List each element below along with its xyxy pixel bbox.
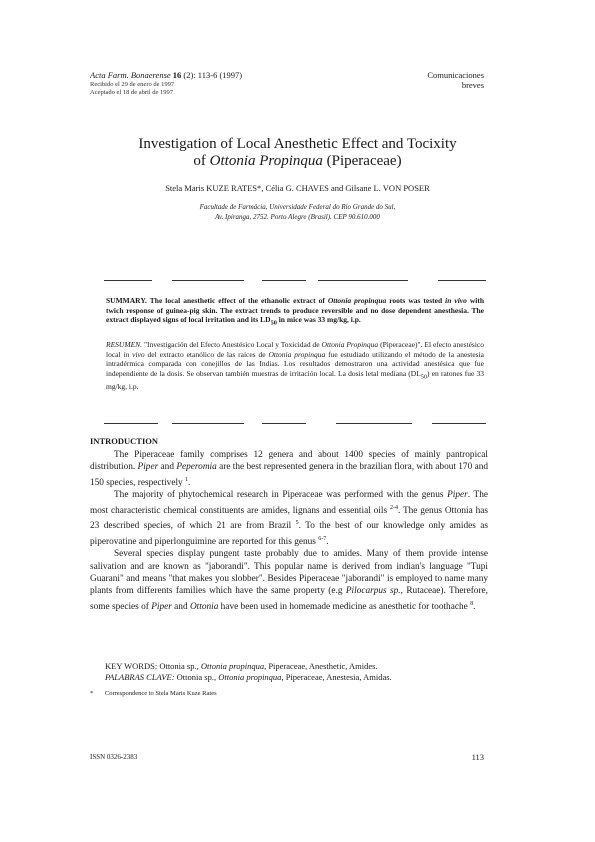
separator-rule <box>318 280 408 281</box>
summary-text: in mice was 33 mg/kg, i.p. <box>276 315 361 325</box>
introduction-body <box>90 449 488 613</box>
keywords-species: Ottonia propinqua <box>200 661 265 671</box>
genus-name: Peperomia <box>176 462 217 473</box>
summary-text: with twich response of guinea-pig skin. The extract trends to produce reversible and no dose dependent anesthesia. The extract displayed signs of local irritation and its LD <box>106 296 485 325</box>
citation-ref: 8 <box>470 600 474 607</box>
summary-label: SUMMARY. <box>106 296 147 305</box>
citation-ref: 1 <box>185 476 189 483</box>
summary-in-vivo: in vivo <box>445 296 467 305</box>
resumen-subscript: 50 <box>420 373 428 381</box>
intro-paragraph-2 <box>90 489 488 548</box>
title-line-2 <box>0 153 595 170</box>
resumen-text: fue estudiado utilizando el método de la anestesia intradérmica comparada con conejillos de las Indias. Los resultados demostraron una actividad anestésica que fue independiente de la dosis. Se observan también muestras de irritación local. La dosis letal mediana (DL <box>106 349 484 378</box>
citation-ref: 6-7 <box>318 535 327 542</box>
para-text: The Piperaceae family comprises 12 genera and about 1400 species of mainly pantropical distribution. <box>90 450 488 473</box>
para-text: . <box>473 601 476 612</box>
para-text: . To the best of our knowledge only amides as piperovatine and piperlonguimine are reported for this genus <box>90 521 488 547</box>
affiliation-line-1: Facultade de Farmácia, Universidade Federal do Rio Grande do Sul, <box>199 203 396 211</box>
genus-name: Piper <box>151 601 172 612</box>
journal-name: Acta Farm. Bonaerense <box>90 70 171 80</box>
resumen-text: "Investigación del Efecto Anestésico Local y Toxicidad de <box>142 340 322 349</box>
resumen-text: del extracto etanólico de las raíces de <box>144 349 269 359</box>
keywords-text: Ottonia sp., <box>157 661 201 671</box>
resumen-species: Ottonia propinqua <box>268 349 326 359</box>
footnote-mark: * <box>90 690 94 697</box>
journal-issue-pages: (2): 113-6 (1997) <box>183 70 243 80</box>
separator-rule <box>262 280 306 281</box>
summary-paragraph <box>106 296 484 328</box>
para-text: . <box>188 477 191 488</box>
palabras-text: , Piperaceae, Anestesia, Amidas. <box>281 672 392 682</box>
accepted-date: Aceptado el 18 de abril de 1997 <box>90 89 174 96</box>
palabras-label: PALABRAS CLAVE: <box>105 672 175 682</box>
footnote <box>90 690 217 697</box>
separator-rule <box>432 423 486 424</box>
resumen-text: (Piperaceae)". El efecto anestésico local <box>106 340 484 359</box>
separator-rule <box>336 423 412 424</box>
resumen-in-vivo: in vivo <box>123 349 145 359</box>
para-text: have been used in homemade medicine as anesthetic for toothache <box>218 601 471 612</box>
separator-rule <box>104 280 152 281</box>
genus-name: Pilocarpus sp. <box>345 586 401 597</box>
separator-rule <box>172 280 244 281</box>
summary-species: Ottonia propinqua <box>327 296 387 305</box>
summary-text: roots was tested <box>386 296 446 305</box>
citation-ref: 2-4 <box>389 504 398 511</box>
para-text: . The most characteristic chemical constituents are amides, lignans and essential oils <box>90 490 488 516</box>
intro-paragraph-1 <box>90 449 488 489</box>
para-text: , Rutaceae). Therefore, some species of <box>90 586 489 612</box>
resumen-text: ) en ratones fue 33 mg/kg, i.p. <box>106 368 484 391</box>
para-text: are the best represented genera in the brazilian flora, with about 170 and 150 species, respectively <box>90 462 488 488</box>
para-text: . <box>326 536 329 547</box>
para-text: Several species display pungent taste probably due to amides. Many of them provide intense salivation and are known as "jaborandi". This popular name is derived from indian's language "Tupi Guarani" and means "that makes you slobber". Besides Piperaceae "jaborandi" is employed to name many plants from differents families which have the same property (e.g <box>90 549 488 597</box>
summary-text: The local anesthetic effect of the ethanolic extract of <box>146 296 328 305</box>
authors: Stela Maris KUZE RATES*, Célia G. CHAVES and Gilsane L. VON POSER <box>165 183 430 193</box>
journal-citation <box>90 70 242 80</box>
issn: ISSN 0326-2383 <box>90 753 138 761</box>
genus-name: Piper <box>137 462 159 473</box>
para-text: The majority of phytochemical research in Piperaceae was performed with the genus <box>114 490 448 501</box>
title-prefix: of <box>193 153 210 169</box>
affiliation-line-2: Av. Ipiranga, 2752. Porto Alegre (Brasil). CEP 90.610.000 <box>215 213 380 221</box>
section-heading-introduction: INTRODUCTION <box>90 436 159 446</box>
keywords <box>105 661 485 672</box>
genus-name: Piper <box>447 490 468 501</box>
separator-rule <box>172 423 244 424</box>
palabras-clave <box>105 672 485 683</box>
title-species: Ottonia Propinqua <box>209 153 323 169</box>
keywords-label: KEY WORDS: <box>105 661 158 671</box>
journal-volume: 16 <box>172 70 182 80</box>
separator-rule <box>438 280 486 281</box>
footnote-text: Correspondence to Stela Maris Kuze Rates <box>104 690 217 697</box>
para-text: and <box>158 462 177 473</box>
keywords-text: , Piperaceae, Anesthetic, Amides. <box>264 661 378 671</box>
citation-ref: 5 <box>295 520 299 527</box>
section-label: Comunicaciones breves <box>427 70 484 90</box>
separator-rule <box>262 423 306 424</box>
resumen-paragraph <box>106 340 484 391</box>
palabras-species: Ottonia propinqua <box>218 672 282 682</box>
intro-paragraph-3 <box>90 548 488 613</box>
resumen-species: Ottonia Propinqua <box>321 340 379 349</box>
page-number: 113 <box>471 752 484 762</box>
genus-name: Ottonia <box>189 601 219 612</box>
para-text: . The genus Ottonia has 23 described species, of which 21 are from Brazil <box>90 505 488 532</box>
para-text: and <box>171 601 190 612</box>
separator-rule <box>104 423 158 424</box>
title-line-1: Investigation of Local Anesthetic Effect and Tocixity <box>138 136 457 152</box>
palabras-text: Ottonia sp., <box>174 672 219 682</box>
resumen-label: RESUMEN. <box>106 340 143 349</box>
received-date: Recibido el 29 de enero de 1997 <box>90 81 175 88</box>
title-suffix: (Piperaceae) <box>322 153 402 169</box>
summary-subscript: 50 <box>270 319 277 327</box>
